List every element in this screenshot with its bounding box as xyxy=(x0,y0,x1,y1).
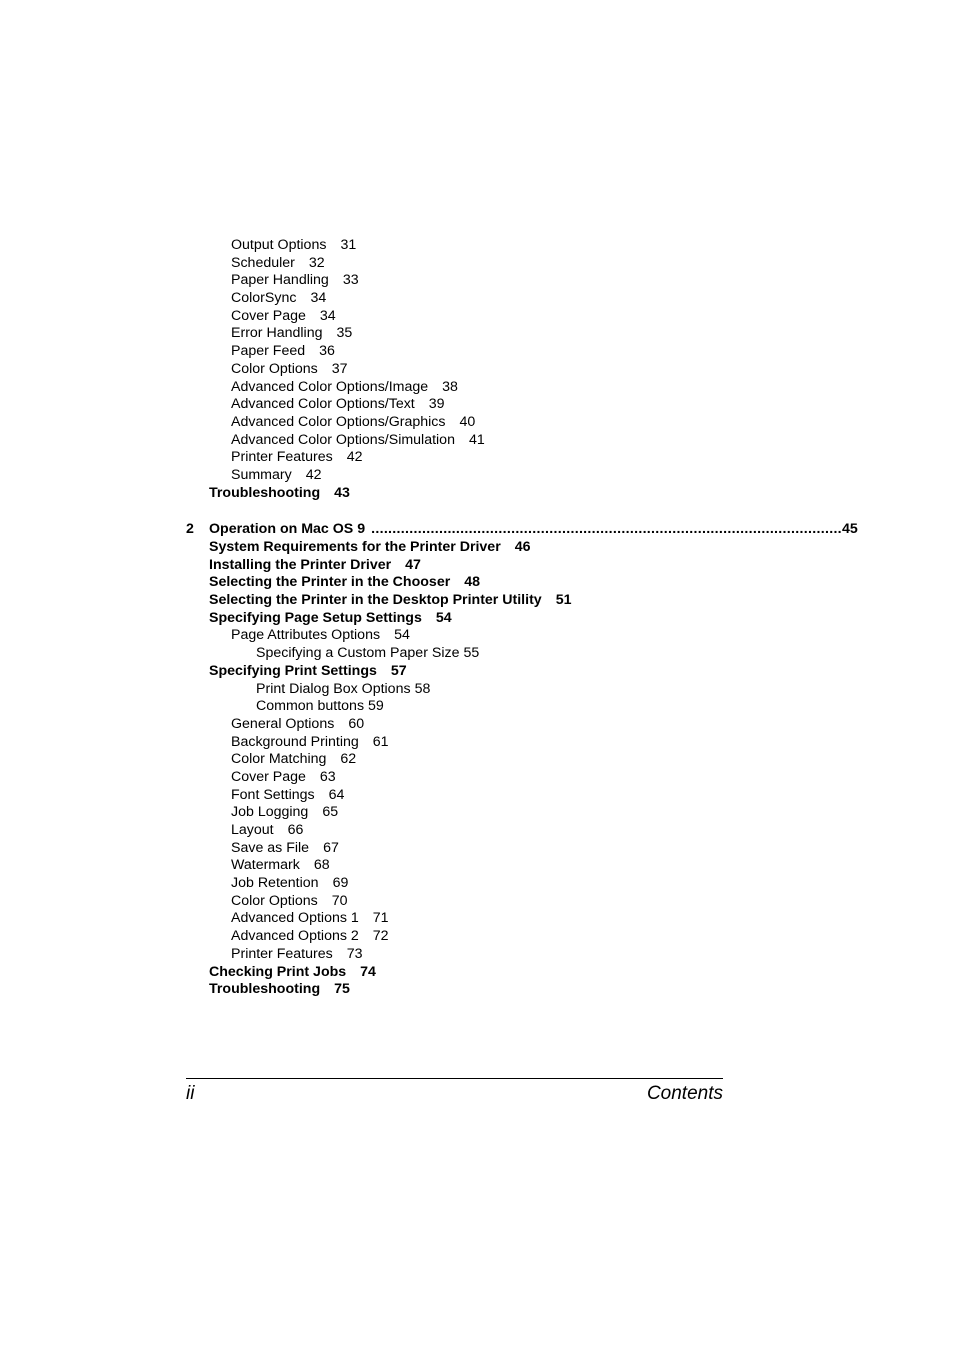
toc-entry-title: Installing the Printer Driver xyxy=(209,556,392,573)
toc-entry-level-3[interactable] xyxy=(186,698,723,716)
toc-entry-title: System Requirements for the Printer Driver xyxy=(209,539,501,555)
toc-entry-title: Troubleshooting xyxy=(209,484,321,501)
toc-entry-title: Job Logging xyxy=(231,804,309,821)
toc-entry-level-2[interactable] xyxy=(186,343,723,361)
toc-entry-title: Summary xyxy=(231,466,292,483)
toc-entry-level-1[interactable] xyxy=(186,981,723,999)
toc-entry-level-2[interactable] xyxy=(186,325,723,343)
toc-entry-title: Common buttons xyxy=(256,698,365,715)
toc-entry-level-2[interactable] xyxy=(186,857,723,875)
toc-entry-page-number: 43 xyxy=(334,484,350,501)
toc-entry-level-2[interactable] xyxy=(186,237,723,255)
toc-entry-page-number: 31 xyxy=(340,237,357,253)
toc-entry-page-number: 35 xyxy=(336,325,353,342)
toc-entry-page-number: 74 xyxy=(360,963,376,980)
toc-entry-title: Error Handling xyxy=(231,325,323,342)
toc-entry-page-number: 40 xyxy=(459,413,476,430)
toc-entry-page-number: 38 xyxy=(442,378,458,395)
toc-entry-title: Color Matching xyxy=(231,751,327,768)
toc-entry-level-3[interactable] xyxy=(186,645,723,663)
toc-entry-level-2[interactable] xyxy=(186,467,723,485)
toc-entry-level-2[interactable] xyxy=(186,893,723,911)
toc-entry-title: Advanced Color Options/Simulation xyxy=(231,431,455,448)
toc-entry-page-number: 42 xyxy=(346,449,363,466)
toc-entry-title: General Options xyxy=(231,715,335,732)
toc-entry-level-1[interactable] xyxy=(186,539,723,557)
toc-entry-page-number: 34 xyxy=(319,307,336,324)
toc-entry-page-number: 37 xyxy=(331,360,348,377)
toc-entry-page-number: 70 xyxy=(331,892,348,909)
toc-entry-page-number: 71 xyxy=(372,910,389,927)
toc-entry-page-number: 55 xyxy=(463,645,480,662)
toc-entry-page-number: 46 xyxy=(514,539,531,555)
toc-entry-title: Layout xyxy=(231,822,274,838)
toc-entry-page-number: 60 xyxy=(348,715,365,732)
toc-entry-page-number: 67 xyxy=(323,839,339,856)
toc-entry-page-number: 33 xyxy=(342,272,359,289)
toc-entry-title: Specifying Print Settings xyxy=(209,662,377,679)
toc-entry-level-2[interactable] xyxy=(186,414,723,432)
toc-entry-level-1[interactable] xyxy=(186,592,723,610)
toc-entry-level-1[interactable] xyxy=(186,485,723,503)
toc-entry-page-number: 63 xyxy=(319,768,336,785)
toc-entries-group-a xyxy=(186,237,723,502)
toc-entry-page-number: 65 xyxy=(322,804,339,821)
toc-entry-page-number: 39 xyxy=(428,396,445,413)
toc-entry-title: Advanced Options 2 xyxy=(231,928,359,945)
toc-entry-level-3[interactable] xyxy=(186,681,723,699)
toc-entry-page-number: 54 xyxy=(435,609,452,626)
toc-entry-level-1[interactable] xyxy=(186,663,723,681)
toc-entry-title: ColorSync xyxy=(231,290,297,307)
toc-entry-level-2[interactable] xyxy=(186,379,723,397)
toc-entry-page-number: 58 xyxy=(414,680,431,697)
footer-page-number: ii xyxy=(186,1083,195,1104)
toc-entry-level-2[interactable] xyxy=(186,627,723,645)
toc-entry-title: Background Printing xyxy=(231,733,359,750)
toc-entry-title: Selecting the Printer in the Chooser xyxy=(209,574,451,591)
table-of-contents xyxy=(186,237,858,999)
toc-entry-page-number: 59 xyxy=(368,698,384,715)
toc-entry-title: Watermark xyxy=(231,857,300,874)
toc-entry-page-number: 64 xyxy=(328,786,345,803)
toc-entry-title: Cover Page xyxy=(231,768,306,785)
toc-entry-page-number: 51 xyxy=(555,592,572,609)
toc-entry-level-2[interactable] xyxy=(186,787,723,805)
toc-entry-title: Scheduler xyxy=(231,254,295,271)
toc-entry-level-2[interactable] xyxy=(186,308,723,326)
toc-entry-level-2[interactable] xyxy=(186,751,723,769)
toc-entry-level-2[interactable] xyxy=(186,396,723,414)
toc-entry-title: Specifying Page Setup Settings xyxy=(209,609,422,626)
toc-entry-level-2[interactable] xyxy=(186,804,723,822)
toc-entry-title: Output Options xyxy=(231,237,327,253)
toc-entry-page-number: 68 xyxy=(313,857,330,874)
dot-leader: ............................................................................................................... xyxy=(371,521,842,538)
toc-entry-level-2[interactable] xyxy=(186,449,723,467)
toc-entry-level-2[interactable] xyxy=(186,946,723,964)
toc-entry-page-number: 61 xyxy=(372,733,389,750)
toc-entry-title: Advanced Color Options/Text xyxy=(231,396,415,413)
toc-entry-page-number: 54 xyxy=(394,627,410,644)
toc-entry-level-2[interactable] xyxy=(186,875,723,893)
toc-entry-level-2[interactable] xyxy=(186,432,723,450)
toc-entry-page-number: 75 xyxy=(334,981,350,998)
toc-entry-level-2[interactable] xyxy=(186,290,723,308)
toc-entry-level-1[interactable] xyxy=(186,610,723,628)
toc-entry-page-number: 47 xyxy=(405,556,421,573)
toc-entry-title: Print Dialog Box Options xyxy=(256,680,411,697)
chapter-title: Operation on Mac OS 9 xyxy=(209,521,366,538)
chapter-number: 2 xyxy=(186,521,194,538)
toc-entry-title: Printer Features xyxy=(231,945,333,962)
section-gap xyxy=(186,502,723,521)
toc-entry-title: Advanced Color Options/Image xyxy=(231,378,429,395)
toc-entry-title: Advanced Color Options/Graphics xyxy=(231,413,446,430)
toc-entry-page-number: 48 xyxy=(464,574,481,591)
toc-entry-title: Cover Page xyxy=(231,307,306,324)
toc-entry-page-number: 62 xyxy=(340,751,357,768)
toc-chapter-entry[interactable] xyxy=(186,521,858,539)
toc-entry-level-2[interactable] xyxy=(186,716,723,734)
toc-entry-level-2[interactable] xyxy=(186,928,723,946)
toc-entry-title: Specifying a Custom Paper Size xyxy=(256,645,460,662)
footer-section-title: Contents xyxy=(646,1083,723,1104)
toc-entry-page-number: 69 xyxy=(332,875,349,892)
toc-entry-level-1[interactable] xyxy=(186,574,723,592)
toc-entry-page-number: 73 xyxy=(346,945,363,962)
toc-entry-title: Save as File xyxy=(231,839,310,856)
toc-entries-group-b xyxy=(186,539,723,999)
toc-entry-title: Paper Feed xyxy=(231,343,306,360)
toc-entry-title: Troubleshooting xyxy=(209,981,321,998)
footer-divider xyxy=(186,1078,723,1079)
toc-entry-level-2[interactable] xyxy=(186,769,723,787)
toc-entry-title: Color Options xyxy=(231,892,318,909)
toc-entry-page-number: 66 xyxy=(287,822,304,838)
toc-entry-title: Color Options xyxy=(231,360,318,377)
toc-entry-level-2[interactable] xyxy=(186,361,723,379)
toc-entry-title: Checking Print Jobs xyxy=(209,963,347,980)
toc-entry-title: Job Retention xyxy=(231,875,319,892)
toc-entry-page-number: 41 xyxy=(468,431,485,448)
toc-entry-page-number: 32 xyxy=(308,254,325,271)
toc-entry-page-number: 72 xyxy=(372,928,389,945)
toc-entry-level-2[interactable] xyxy=(186,734,723,752)
toc-entry-level-2[interactable] xyxy=(186,840,723,858)
toc-entry-level-1[interactable] xyxy=(186,557,723,575)
toc-entry-title: Font Settings xyxy=(231,786,315,803)
toc-entry-level-2[interactable] xyxy=(186,910,723,928)
toc-entry-title: Paper Handling xyxy=(231,272,329,289)
chapter-page-number: 45 xyxy=(841,521,858,538)
toc-entry-title: Page Attributes Options xyxy=(231,627,381,644)
toc-entry-level-2[interactable] xyxy=(186,272,723,290)
toc-entry-title: Printer Features xyxy=(231,449,333,466)
toc-entry-level-2[interactable] xyxy=(186,822,723,840)
toc-entry-page-number: 42 xyxy=(305,466,322,483)
toc-entry-title: Selecting the Printer in the Desktop Printer Utility xyxy=(209,592,542,609)
toc-entry-page-number: 34 xyxy=(310,290,327,307)
toc-entry-level-1[interactable] xyxy=(186,964,723,982)
toc-entry-level-2[interactable] xyxy=(186,255,723,273)
toc-entry-title: Advanced Options 1 xyxy=(231,910,359,927)
toc-entry-page-number: 36 xyxy=(319,343,335,360)
toc-entry-page-number: 57 xyxy=(390,662,407,679)
